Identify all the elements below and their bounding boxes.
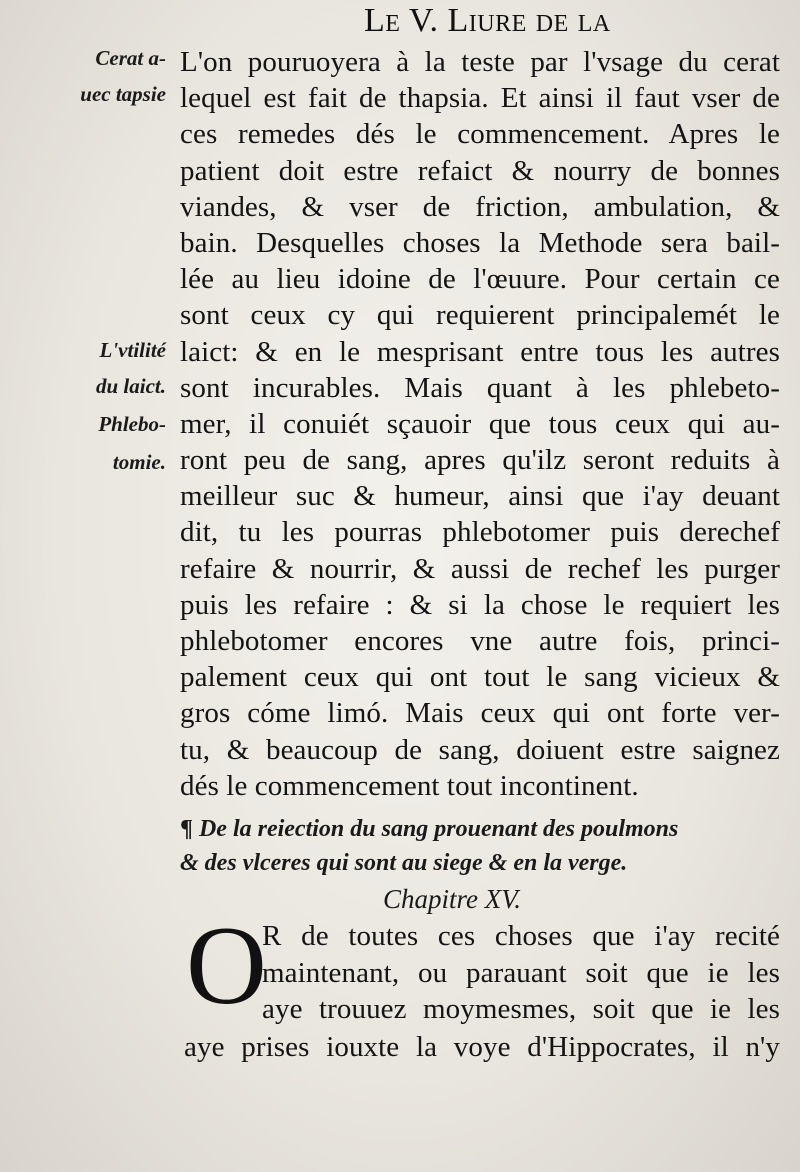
margin-note: uec tapsie — [80, 82, 166, 106]
margin-note: L'vtilité — [99, 338, 166, 362]
text-line: ces remedes dés le commencement. Apres le — [180, 118, 780, 151]
text-line: phlebotomer encores vne autre fois, princi- — [180, 625, 780, 657]
text-line: refaire & nourrir, & aussi de rechef les purger — [180, 552, 780, 585]
text-line: laict: & en le mesprisant entre tous les autres — [180, 335, 780, 368]
text-line: bain. Desquelles choses la Methode sera bail- — [180, 226, 780, 259]
section-heading-line-1: ¶ De la reiection du sang prouenant des poulmons — [180, 816, 679, 842]
text-line: palement ceux qui ont tout le sang vicieux & — [180, 661, 780, 694]
pilcrow-mark: ¶ — [180, 816, 193, 842]
text-line: tu, & beaucoup de sang, doiuent estre saignez — [180, 733, 780, 766]
text-line: sont ceux cy qui requierent principalemét le — [180, 299, 780, 332]
chapter-text-beside-cap — [262, 918, 780, 1028]
text-line: meilleur suc & humeur, ainsi que i'ay deuant — [180, 480, 780, 513]
text-line: ront peu de sang, apres qu'ilz seront reduits à — [180, 444, 780, 477]
text-line: mer, il conuiét sçauoir que tous ceux qui au- — [180, 407, 780, 440]
text-line: sont incurables. Mais quant à les phlebeto- — [180, 371, 780, 404]
text-line: puis les refaire : & si la chose le requiert les — [180, 588, 780, 621]
text-line: maintenant, ou parauant soit que ie les — [262, 956, 780, 989]
drop-cap: O — [186, 904, 267, 1028]
text-line: dit, tu les pourras phlebotomer puis derechef — [180, 516, 780, 549]
margin-note: du laict. — [95, 374, 166, 398]
text-line: lée au lieu idoine de l'œuure. Pour certain ce — [180, 263, 780, 296]
text-line: L'on pouruoyera à la teste par l'vsage du cerat — [180, 46, 780, 78]
text-line: aye trouuez moymesmes, soit que ie les — [262, 993, 780, 1025]
running-head: Le V. Liure de la — [364, 2, 611, 39]
main-text — [180, 44, 780, 804]
text-line: dés le commencement tout incontinent. — [180, 769, 639, 802]
margin-note: Cerat a- — [95, 46, 166, 70]
margin-note: tomie. — [112, 450, 166, 474]
text-line: viandes, & vser de friction, ambulation, & — [180, 190, 780, 223]
margin-notes — [0, 0, 178, 1172]
margin-note: Phlebo- — [98, 412, 166, 436]
text-line: patient doit estre refaict & nourry de bonnes — [180, 154, 780, 187]
section-heading — [180, 812, 790, 880]
chapter-heading: Chapitre XV. — [383, 884, 522, 914]
section-heading-line-2: & des vlceres qui sont au siege & en la verge. — [180, 850, 628, 876]
text-line: aye prises iouxte la voye d'Hippocrates, il n'y — [184, 1031, 780, 1063]
text-line: gros cóme limó. Mais ceux qui ont forte ver- — [180, 697, 780, 730]
chapter-text-full — [184, 1029, 780, 1066]
text-line: lequel est fait de thapsia. Et ainsi il faut vser de — [180, 82, 780, 115]
text-line: R de toutes ces choses que i'ay recité — [262, 920, 780, 952]
